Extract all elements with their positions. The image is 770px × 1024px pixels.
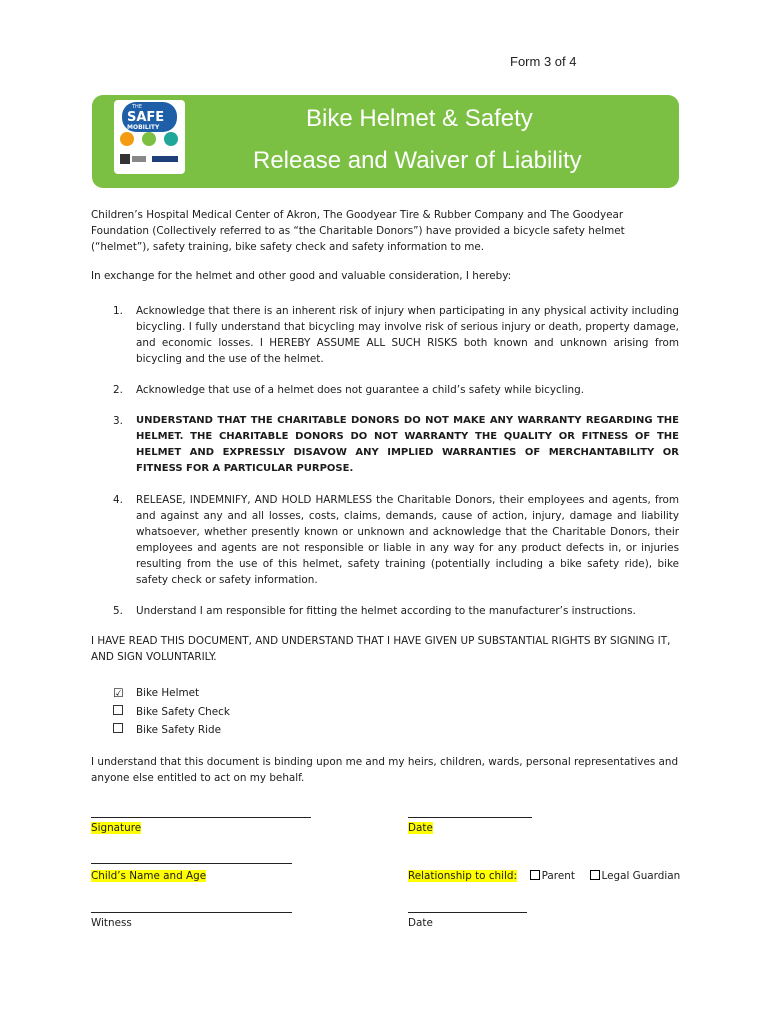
list-item: RELEASE, INDEMNIFY, AND HOLD HARMLESS the Charitable Donors, their employees and agents, from and against any and all losses, costs, claims, demands, cause of action, injury, damage and liability whatsoever, whether presently known or unknown and acknowledge that the Charitable Donors, their employees and agents are not responsible or liable in any way for any product defects in, or injuries resulting from the use of this helmet, safety training (potentially including a bike safety ride), bike safety check or safety information. — [136, 494, 679, 586]
relationship-row — [408, 868, 680, 884]
title-line-2: Release and Waiver of Liability — [253, 147, 582, 174]
form-number: Form 3 of 4 — [510, 54, 577, 69]
title-line-1: Bike Helmet & Safety — [306, 105, 533, 132]
acknowledgement-paragraph: I HAVE READ THIS DOCUMENT, AND UNDERSTAND THAT I HAVE GIVEN UP SUBSTANTIAL RIGHTS BY SIGNING IT, AND SIGN VOLUNTARILY. — [91, 635, 671, 663]
list-item: Acknowledge that there is an inherent risk of injury when participating in any physical activity including bicycling. I fully understand that bicycling may involve risk of serious injury or death, property damage, and economic losses. I HEREBY ASSUME ALL SUCH RISKS both known and unknown arising from bicycling and the use of the helmet. — [136, 305, 679, 365]
item-number: 2. — [113, 384, 123, 396]
parent-checkbox-icon[interactable] — [530, 870, 540, 880]
item-number: 1. — [113, 305, 123, 317]
child-name-label: Child’s Name and Age — [91, 870, 207, 882]
checkbox-label: Bike Safety Ride — [136, 724, 221, 736]
guardian-checkbox-icon[interactable] — [590, 870, 600, 880]
checkbox-bike-helmet[interactable] — [113, 685, 200, 702]
svg-text:MOBILITY: MOBILITY — [127, 124, 160, 131]
list-item: Acknowledge that use of a helmet does not guarantee a child’s safety while bicycling. — [136, 384, 585, 396]
safe-mobility-logo — [112, 98, 187, 176]
child-name-line[interactable] — [91, 863, 292, 864]
parent-label: Parent — [541, 870, 575, 882]
item-number: 5. — [113, 605, 123, 617]
exchange-paragraph: In exchange for the helmet and other good and valuable consideration, I hereby: — [91, 270, 512, 282]
signature-label: Signature — [91, 822, 142, 834]
checkbox-bike-safety-check[interactable] — [113, 704, 230, 720]
checkbox-label: Bike Safety Check — [136, 706, 230, 718]
date-line[interactable] — [408, 817, 532, 818]
checkbox-label: Bike Helmet — [136, 687, 200, 699]
binding-paragraph: I understand that this document is binding upon me and my heirs, children, wards, personal representatives and anyone else entitled to act on my behalf. — [91, 756, 679, 784]
checked-box-icon[interactable]: ☑ — [113, 686, 124, 700]
witness-date-label: Date — [408, 917, 433, 929]
witness-line[interactable] — [91, 912, 292, 913]
guardian-label: Legal Guardian — [601, 870, 681, 882]
witness-date-line[interactable] — [408, 912, 527, 913]
relationship-label: Relationship to child: — [408, 870, 517, 882]
witness-label: Witness — [91, 917, 132, 929]
item-number: 3. — [113, 415, 123, 427]
svg-text:THE: THE — [132, 104, 142, 110]
checkbox-bike-safety-ride[interactable] — [113, 722, 221, 738]
intro-paragraph: Children’s Hospital Medical Center of Akron, The Goodyear Tire & Rubber Company and The Goodyear Foundation (Collectively referred to as “the Charitable Donors”) have provided a bicycle safety helmet (“helmet”), safety training, bike safety check and safety information to me. — [91, 209, 625, 253]
empty-box-icon[interactable] — [113, 705, 123, 715]
list-item: Understand I am responsible for fitting the helmet according to the manufacturer’s instructions. — [136, 605, 636, 617]
list-item: UNDERSTAND THAT THE CHARITABLE DONORS DO NOT MAKE ANY WARRANTY REGARDING THE HELMET. THE CHARITABLE DONORS DO NOT WARRANTY THE QUALITY OR FITNESS OF THE HELMET AND EXPRESSLY DISAVOW ANY IMPLIED WARRANTIES OF MERCHANTABILITY OR FITNESS FOR A PARTICULAR PURPOSE. — [136, 415, 679, 474]
signature-line[interactable] — [91, 817, 311, 818]
svg-text:SAFE: SAFE — [127, 110, 165, 125]
item-number: 4. — [113, 494, 123, 506]
date-label: Date — [408, 822, 433, 834]
empty-box-icon[interactable] — [113, 723, 123, 733]
